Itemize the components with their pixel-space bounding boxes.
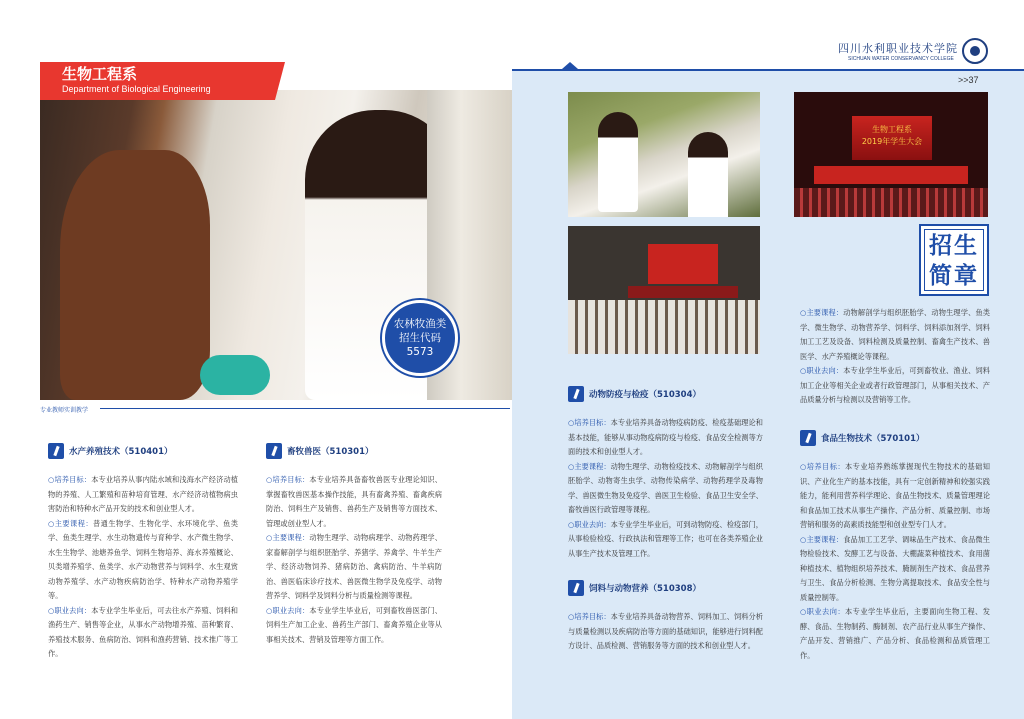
label-career: 职业去向：	[806, 607, 846, 616]
hall-stage	[628, 286, 738, 298]
microscope-icon	[568, 580, 584, 596]
microscope-icon	[568, 386, 584, 402]
badge-line3: 5573	[406, 346, 434, 358]
career-text: 本专业学生毕业后，可到畜牧兽医部门、饲料生产加工企业、兽药生产部门、畜禽养殖企业等从事相关技术、营销及管理等方面工作。	[266, 605, 442, 644]
label-goal: 培养目标：	[574, 612, 611, 621]
photo-caption: 专业教师实训教学	[40, 407, 89, 414]
assembly-stage	[814, 166, 968, 184]
courses-text: 食品加工工艺学、调味品生产技术、食品微生物检验技术、发酵工艺与设备、大棚蔬菜种植技术、食用菌种植技术、植物组织培养技术、腌制剂生产技术、食品营养与卫生、食品分析检测、生物分离提取技术、食品安全性与质量控制等。	[800, 534, 990, 602]
goal-text: 本专业培养具备动物营养、饲料加工、饲料分析与质量检测以及疾病防治等方面的基础知识，能够进行饲料配方设计、品质检测、营销服务等方面的技术和创业型人才。	[568, 612, 763, 650]
section-header-aquaculture	[48, 443, 173, 459]
career-text: 本专业学生毕业后，可到畜牧业、渔业、饲料加工企业等相关企业或者行政管理部门，从事相关技术、产品质量分析与检测以及营销等工作。	[800, 366, 990, 404]
section-header-vet	[266, 443, 374, 459]
department-name-en: Department of Biological Engineering	[62, 84, 211, 94]
badge-line1: 农林牧渔类	[393, 318, 447, 330]
label-goal: 培养目标：	[806, 462, 846, 471]
goal-text: 本专业培养从事内陆水域和浅海水产经济动植物的养殖、人工繁殖和苗种培育管理、水产经济动植物病虫害防治和特种水产品开发的技术和创业型人才。	[48, 475, 238, 513]
section-body-aquaculture: ○培养目标：本专业培养从事内陆水域和浅海水产经济动植物的养殖、人工繁殖和苗种培育管理、水产经济动植物病虫害防治和特种水产品开发的技术和创业型人才。 ○主要课程：普通生物学、生物化学、水环境化学、鱼类学、鱼类生理学、水生动物遗传与育种学、水产微生物学、水生生物学、池塘养鱼学、饲料生物培养、海水养殖概论、贝类增养殖学、鱼类学、水产动物营养与饲料学、水生观赏动物养殖学、水产动物疾病防治学、特种水产动物养殖学等。 ○职业去向：本专业学生毕业后，可去往水产养殖、饲料和渔药生产、销售等企业，从事水产动物增养殖、苗种繁育、养殖技术服务、鱼病防治、饲料和渔药营销、技术推广等工作。	[48, 475, 238, 658]
logo-text-zh: 四川水利职业技术学院	[838, 42, 958, 55]
courses-text: 动物生理学、动物检疫技术、动物解剖学与组织胚胎学、动物寄生虫学、动物传染病学、动物药理学及毒物学、兽医微生物及免疫学、兽医卫生检验、食品卫生安全学、畜牧兽医行政管理等课程。	[568, 461, 763, 514]
section-body-feed: ○培养目标：本专业培养具备动物营养、饲料加工、饲料分析与质量检测以及疾病防治等方面的基础知识，能够进行饲料配方设计、品质检测、营销服务等方面的技术和创业型人才。	[568, 612, 763, 650]
header-triangle-icon	[562, 62, 578, 69]
photo-person	[598, 112, 638, 212]
label-courses: 主要课程：	[574, 461, 611, 471]
assembly-screen: 生物工程系 2019年学生大会	[852, 116, 932, 160]
college-logo	[838, 38, 988, 66]
label-career: 职业去向：	[272, 605, 310, 615]
label-career: 职业去向：	[806, 366, 844, 375]
badge-line2: 招生代码	[399, 332, 441, 344]
goal-text: 本专业培养熟练掌握现代生物技术的基础知识、产业化生产的基本技能，具有一定创新精神和较强实践能力，能利用营养科学理论、食品生物技术、质量管理理论和食品加工技术从事生产操作、产品分析、质量控制、市场营销和服务的高素质技能型和创业型专门人才。	[800, 462, 990, 529]
label-goal: 培养目标：	[272, 475, 310, 484]
section-title: 动物防疫与检疫（510304）	[589, 390, 701, 400]
stamp-line1: 招生	[929, 232, 979, 259]
section-body-feed-continued: ○主要课程：动物解剖学与组织胚胎学、动物生理学、鱼类学、微生物学、动物营养学、饲料学、饲料添加剂学、饲料加工工艺及设备、饲料检测及质量控制、畜禽生产技术、兽医学、水产养殖概论等课程。 ○职业去向：本专业学生毕业后，可到畜牧业、渔业、饲料加工企业等相关企业或者行政管理部门，从事相关技术、产品质量分析与检测以及营销等工作。	[800, 308, 990, 404]
label-courses: 主要课程：	[806, 534, 844, 544]
header-divider	[512, 69, 1024, 71]
section-body-food: ○培养目标：本专业培养熟练掌握现代生物技术的基础知识、产业化生产的基本技能，具有一定创新精神和较强实践能力，能利用营养科学理论、食品生物技术、质量管理理论和食品加工技术从事生产操作、产品分析、质量控制、市场营销和服务的高素质技能型和创业型专门人才。 ○主要课程：食品加工工艺学、调味品生产技术、食品微生物检验技术、发酵工艺与设备、大棚蔬菜种植技术、食用菌种植技术、植物组织培养技术、腌制剂生产技术、食品营养与卫生、食品分析检测、生物分离提取技术、食品安全性与质量控制等。 ○职业去向：本专业学生毕业后，主要面向生物工程、发酵、食品、生物制药、酶制剂、农产品行业从事生产操作、产品开发、营销推广、产品分析、食品检测和品质管理工作。	[800, 462, 990, 660]
section-body-vet: ○培养目标：本专业培养具备畜牧兽医专业理论知识、掌握畜牧兽医基本操作技能，具有畜禽养殖、畜禽疾病防治、饲料生产及销售、兽药生产及销售等方面技术、管理或创业型人才。 ○主要课程：动物生理学、动物病理学、动物药理学、家畜解剖学与组织胚胎学、养猪学、养禽学、牛羊生产学、经济动物饲养、猪病防治、禽病防治、牛羊病防治、兽医临床诊疗技术、兽医微生物学及免疫学、动物营养学、饲料学及饲料分析与质量检测等课程。 ○职业去向：本专业学生毕业后，可到畜牧兽医部门、饲料生产加工企业、兽药生产部门、畜禽养殖企业等从事相关技术、营销及管理等方面工作。	[266, 475, 442, 644]
photo-students-animal	[568, 92, 760, 217]
section-header-feed	[568, 580, 701, 596]
enrollment-stamp	[919, 224, 989, 296]
courses-text: 普通生物学、生物化学、水环境化学、鱼类学、鱼类生理学、水生动物遗传与育种学、水产微生物学、水生生物学、池塘养鱼学、饲料生物培养、海水养殖概论、贝类增养殖学、鱼类学、水产动物营养与饲料学、水生观赏动物养殖学、水产动物疾病防治学、特种水产动物养殖学等。	[48, 518, 238, 600]
enrollment-badge	[382, 300, 458, 376]
label-career: 职业去向：	[54, 605, 92, 615]
label-courses: 主要课程：	[272, 533, 310, 542]
stamp-line2: 简章	[929, 262, 979, 289]
goal-text: 本专业培养具备畜牧兽医专业理论知识、掌握畜牧兽医基本操作技能，具有畜禽养殖、畜禽疾病防治、饲料生产及销售、兽药生产及销售等方面技术、管理或创业型人才。	[266, 475, 442, 528]
section-header-food	[800, 430, 925, 446]
label-courses: 主要课程：	[806, 308, 844, 317]
label-career: 职业去向：	[574, 519, 611, 529]
section-title: 畜牧兽医（510301）	[287, 447, 374, 457]
section-title: 饲料与动物营养（510308）	[589, 584, 701, 594]
career-text: 本专业学生毕业后，可到动物防疫、检疫部门，从事检验检疫、行政执法和管理等工作；也可在各类养殖企业从事生产技术及管理工作。	[568, 519, 763, 558]
logo-text-en: SICHUAN WATER CONSERVANCY COLLEGE	[848, 56, 954, 62]
photo-student-assembly	[794, 92, 988, 217]
photo-lecture-hall	[568, 226, 760, 354]
label-courses: 主要课程：	[54, 518, 94, 528]
career-text: 本专业学生毕业后，可去往水产养殖、饲料和渔药生产、销售等企业，从事水产动物增养殖、苗种繁育、养殖技术服务、鱼病防治、饲料和渔药营销、技术推广等工作。	[48, 605, 238, 658]
courses-text: 动物生理学、动物病理学、动物药理学、家畜解剖学与组织胚胎学、养猪学、养禽学、牛羊生产学、经济动物饲养、猪病防治、禽病防治、牛羊病防治、兽医临床诊疗技术、兽医微生物学及免疫学、动物营养学、饲料学及饲料分析与质量检测等课程。	[266, 533, 442, 600]
caption-divider	[100, 408, 510, 409]
label-goal: 培养目标：	[54, 475, 92, 484]
microscope-icon	[800, 430, 816, 446]
photo-cow	[60, 150, 210, 400]
career-text: 本专业学生毕业后，主要面向生物工程、发酵、食品、生物制药、酶制剂、农产品行业从事生产操作、产品开发、营销推广、产品分析、食品检测和品质管理工作。	[800, 607, 990, 660]
section-title: 水产养殖技术（510401）	[69, 447, 173, 457]
department-banner	[40, 62, 275, 100]
photo-person	[688, 132, 728, 217]
assembly-crowd	[794, 188, 988, 217]
section-body-epidemic: ○培养目标：本专业培养具备动物疫病防疫、检疫基础理论和基本技能，能够从事动物疫病防疫与检疫、食品安全检测等方面的技术和创业型人才。 ○主要课程：动物生理学、动物检疫技术、动物解剖学与组织胚胎学、动物寄生虫学、动物传染病学、动物药理学及毒物学、兽医微生物及免疫学、兽医卫生检验、食品卫生安全学、畜牧兽医行政管理等课程。 ○职业去向：本专业学生毕业后，可到动物防疫、检疫部门，从事检验检疫、行政执法和管理等工作；也可在各类养殖企业从事生产技术及管理工作。	[568, 418, 763, 558]
hall-screen	[648, 244, 718, 284]
hall-crowd	[568, 300, 760, 354]
microscope-icon	[48, 443, 64, 459]
goal-text: 本专业培养具备动物疫病防疫、检疫基础理论和基本技能，能够从事动物疫病防疫与检疫、食品安全检测等方面的技术和创业型人才。	[568, 418, 763, 456]
photo-glove	[200, 355, 270, 395]
page-number: >>37	[958, 75, 979, 85]
courses-text: 动物解剖学与组织胚胎学、动物生理学、鱼类学、微生物学、动物营养学、饲料学、饲料添加剂学、饲料加工工艺及设备、饲料检测及质量控制、畜禽生产技术、兽医学、水产养殖概论等课程。	[800, 308, 990, 361]
section-header-epidemic	[568, 386, 701, 402]
department-name-zh: 生物工程系	[62, 65, 138, 83]
microscope-icon	[266, 443, 282, 459]
section-title: 食品生物技术（570101）	[821, 434, 925, 444]
label-goal: 培养目标：	[574, 418, 611, 427]
college-seal-icon	[962, 38, 988, 64]
